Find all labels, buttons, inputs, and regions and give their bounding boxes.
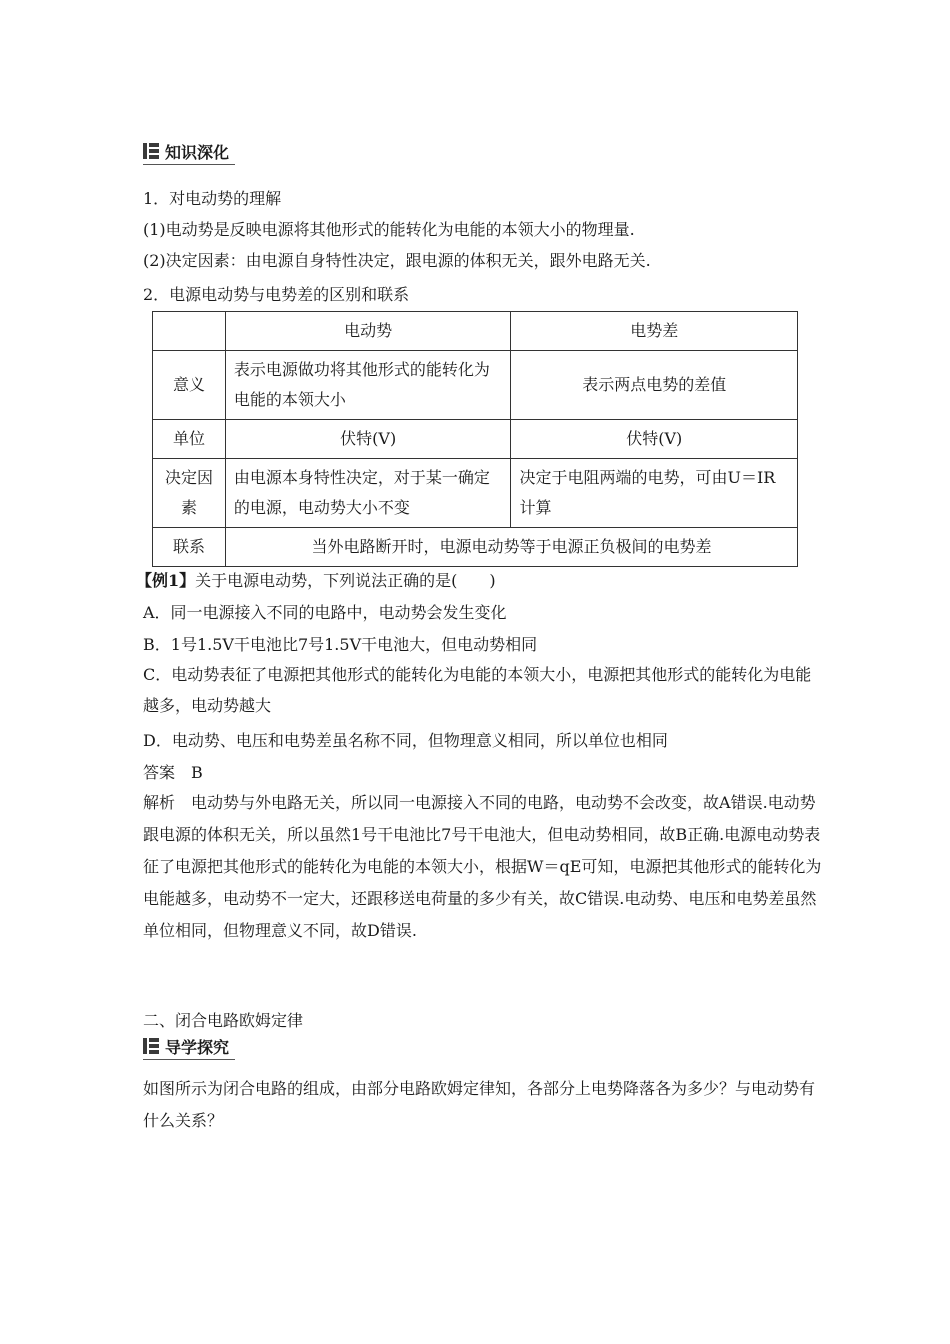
table-cell: 表示电源做功将其他形式的能转化为电能的本领大小 — [225, 351, 511, 420]
table-header-row — [153, 312, 798, 351]
table-cell: 表示两点电势的差值 — [511, 351, 798, 420]
item1-title: 1．对电动势的理解 — [143, 189, 282, 208]
table-cell: 决定于电阻两端的电势，可由U＝IR计算 — [511, 459, 798, 528]
option-a: A．同一电源接入不同的电路中，电动势会发生变化 — [143, 603, 507, 622]
option-c: C．电动势表征了电源把其他形式的能转化为电能的本领大小，电源把其他形式的能转化为电能越多，电动势越大 — [143, 665, 812, 715]
option-d: D．电动势、电压和电势差虽名称不同，但物理意义相同，所以单位也相同 — [143, 731, 668, 750]
section-header-knowledge — [143, 140, 229, 162]
table-row — [153, 459, 798, 528]
section-header-icon — [143, 143, 159, 159]
example-question-text: 关于电源电动势，下列说法正确的是( ) — [195, 571, 496, 590]
table-col-header: 电势差 — [511, 312, 798, 351]
table-merged-cell: 当外电路断开时，电源电动势等于电源正负极间的电势差 — [225, 528, 797, 567]
example-question — [136, 568, 496, 591]
example-tag: 【例1】 — [136, 571, 196, 590]
table-row-label: 单位 — [153, 420, 226, 459]
table-corner-cell — [153, 312, 226, 351]
table-row-label: 意义 — [153, 351, 226, 420]
analysis-label: 解析 — [143, 793, 176, 812]
answer-line — [143, 760, 203, 783]
section2-title: 二、闭合电路欧姆定律 — [143, 1011, 304, 1030]
item1-para1: (1)电动势是反映电源将其他形式的能转化为电能的本领大小的物理量. — [143, 220, 635, 239]
analysis — [143, 787, 823, 947]
table-row — [153, 528, 798, 567]
answer-label: 答案 — [143, 763, 176, 782]
table-row — [153, 420, 798, 459]
table-row-label: 决定因素 — [153, 459, 226, 528]
header-underline — [143, 164, 235, 165]
header-underline — [143, 1059, 235, 1060]
answer-value: B — [191, 763, 203, 782]
section-header-text: 导学探究 — [165, 1037, 230, 1057]
table-cell: 伏特(V) — [511, 420, 798, 459]
item2-title: 2．电源电动势与电势差的区别和联系 — [143, 285, 410, 304]
section-header-text: 知识深化 — [165, 142, 230, 162]
option-b: B．1号1.5V干电池比7号1.5V干电池大，但电动势相同 — [143, 635, 538, 654]
explore-question: 如图所示为闭合电路的组成，由部分电路欧姆定律知，各部分上电势降落各为多少？与电动势有什么关系？ — [143, 1079, 816, 1130]
section-header-explore — [143, 1035, 229, 1057]
table-cell: 由电源本身特性决定，对于某一确定的电源，电动势大小不变 — [225, 459, 511, 528]
comparison-table — [152, 311, 798, 567]
table-cell: 伏特(V) — [225, 420, 511, 459]
table-col-header: 电动势 — [225, 312, 511, 351]
item1-para2: (2)决定因素：由电源自身特性决定，跟电源的体积无关，跟外电路无关. — [143, 251, 651, 270]
table-row — [153, 351, 798, 420]
analysis-text: 电动势与外电路无关，所以同一电源接入不同的电路，电动势不会改变，故A错误.电动势跟电源的体积无关，所以虽然1号干电池比7号干电池大，但电动势相同，故B正确.电源电动势表征了电源把其他形式的能转化为电能的本领大小，根据W＝qE可知，电源把其他形式的能转化为电能越多，电动势不一定大，还跟移送电荷量的多少有关，故C错误.电动势、电压和电势差虽然单位相同，但物理意义不同，故D错误. — [143, 793, 822, 940]
table-row-label: 联系 — [153, 528, 226, 567]
section-header-icon — [143, 1038, 159, 1054]
